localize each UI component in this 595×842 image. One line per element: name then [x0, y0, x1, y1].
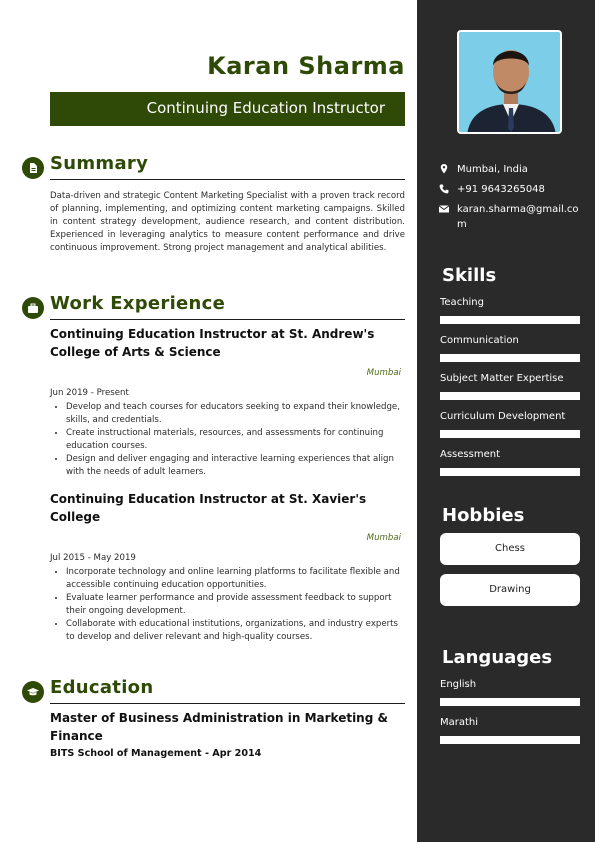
experience-divider: [50, 319, 405, 320]
skill-name: Teaching: [440, 297, 484, 308]
skill-item: [440, 411, 580, 438]
experience-heading: Work Experience: [50, 293, 226, 314]
list-item: • Incorporate technology and online learning platforms to facilitate flexible and accessible continuing education opportunities.: [66, 566, 405, 592]
skill-bar: [440, 430, 580, 438]
language-bar-fill: [440, 736, 580, 744]
skills-heading: Skills: [442, 265, 497, 286]
skill-bar-fill: [440, 392, 580, 400]
envelope-icon: [439, 204, 449, 214]
language-item: [440, 717, 580, 744]
skill-bar: [440, 316, 580, 324]
skill-item: [440, 449, 580, 476]
job-entry-1: [50, 325, 405, 479]
skill-bar-fill: [440, 468, 580, 476]
job-location: Mumbai: [366, 533, 401, 543]
skill-bar: [440, 354, 580, 362]
job-title-banner: [50, 92, 405, 126]
candidate-name: Karan Sharma: [207, 52, 405, 80]
language-bar: [440, 736, 580, 744]
language-bar-fill: [440, 698, 580, 706]
school: BITS School of Management - Apr 2014: [50, 748, 262, 759]
languages-heading: Languages: [442, 647, 553, 668]
language-name: Marathi: [440, 717, 479, 728]
job-title: Continuing Education Instructor at St. Andrew's College of Arts & Science: [50, 327, 375, 359]
language-bar: [440, 698, 580, 706]
job-dates: Jun 2019 - Present: [50, 388, 129, 398]
location-text: Mumbai, India: [457, 164, 528, 175]
education-heading: Education: [50, 677, 154, 698]
skill-bar-fill: [440, 316, 580, 324]
summary-section-header: [22, 155, 405, 179]
summary-text: Data-driven and strategic Content Marketing Specialist with a proven track record of planning, implementing, and optimizing content marketing campaigns. Skilled in content strategy development, audience research, and content distribution. Experienced in leveraging analytics to measure content performance and drive continuous improvement. Strong project management and analytical abilities.: [50, 191, 405, 253]
hobbies-heading: Hobbies: [442, 505, 525, 526]
job-dates: Jul 2015 - May 2019: [50, 553, 136, 563]
summary-heading: Summary: [50, 153, 149, 174]
education-entry: [50, 709, 405, 759]
skill-bar: [440, 468, 580, 476]
contact-email: [439, 202, 579, 232]
document-icon: [22, 157, 44, 179]
experience-section-header: [22, 295, 405, 319]
job-title-text: Continuing Education Instructor: [146, 99, 385, 117]
email-text: karan.sharma@gmail.com: [457, 204, 579, 230]
skill-bar: [440, 392, 580, 400]
sidebar: [417, 0, 595, 842]
list-item: • Develop and teach courses for educators seeking to expand their knowledge, skills, and credentials.: [66, 401, 405, 427]
profile-photo: [457, 30, 562, 134]
language-name: English: [440, 679, 477, 690]
education-divider: [50, 703, 405, 704]
phone-icon: [439, 184, 449, 194]
job-bullets: [50, 401, 405, 479]
skill-name: Curriculum Development: [440, 411, 566, 422]
contact-location: [439, 162, 579, 177]
list-item: • Design and deliver engaging and interactive learning experiences that align with the needs of adult learners.: [66, 453, 405, 479]
summary-divider: [50, 179, 405, 180]
hobby-chip: Chess: [440, 533, 580, 565]
language-item: [440, 679, 580, 706]
skill-item: [440, 335, 580, 362]
job-location: Mumbai: [366, 368, 401, 378]
hobby-chip: Drawing: [440, 574, 580, 606]
list-item: • Collaborate with educational institutions, organizations, and industry experts to develop and deliver relevant and high-quality courses.: [66, 618, 405, 644]
phone-text: +91 9643265048: [457, 184, 545, 195]
list-item: • Create instructional materials, resources, and assessments for continuing education courses.: [66, 427, 405, 453]
skill-name: Communication: [440, 335, 519, 346]
skill-item: [440, 373, 580, 400]
contact-phone: [439, 182, 579, 197]
skill-item: [440, 297, 580, 324]
briefcase-icon: [22, 297, 44, 319]
job-entry-2: [50, 490, 405, 644]
list-item: • Evaluate learner performance and provide assessment feedback to support their ongoing development.: [66, 592, 405, 618]
skill-bar-fill: [440, 430, 580, 438]
degree: Master of Business Administration in Marketing & Finance: [50, 711, 388, 743]
job-bullets: [50, 566, 405, 644]
job-title: Continuing Education Instructor at St. Xavier's College: [50, 492, 367, 524]
graduation-cap-icon: [22, 681, 44, 703]
skill-name: Assessment: [440, 449, 500, 460]
skill-bar-fill: [440, 354, 580, 362]
skill-name: Subject Matter Expertise: [440, 373, 564, 384]
education-section-header: [22, 679, 405, 703]
map-pin-icon: [439, 164, 449, 174]
